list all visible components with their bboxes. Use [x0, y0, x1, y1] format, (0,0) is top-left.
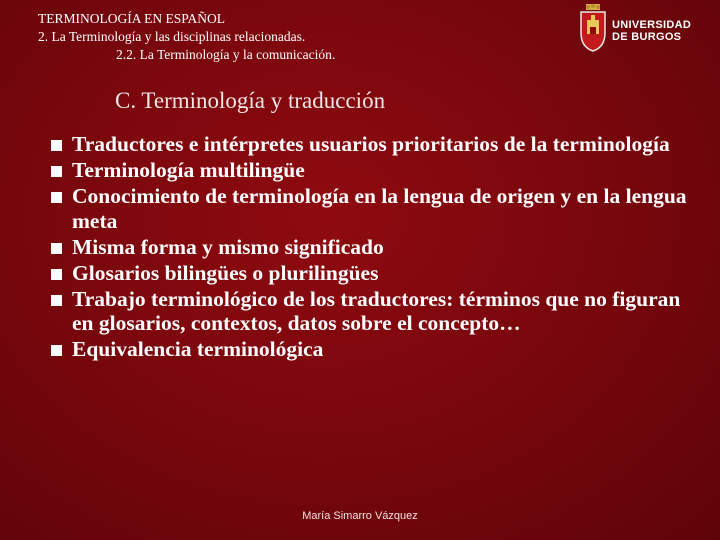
square-bullet-icon — [51, 166, 62, 177]
header-line-2: 2. La Terminología y las disciplinas relacionadas. — [38, 29, 306, 44]
bullet-item — [40, 287, 690, 336]
bullet-text: Misma forma y mismo significado — [72, 234, 384, 259]
bullet-item — [40, 132, 690, 157]
bullet-text: Trabajo terminológico de los traductores: términos que no figuran en glosarios, contextos, datos sobre el concepto… — [72, 286, 681, 335]
bullet-list — [40, 132, 690, 363]
square-bullet-icon — [51, 295, 62, 306]
footer-author: María Simarro Vázquez — [302, 510, 418, 522]
logo-text-line-1: UNIVERSIDAD — [612, 19, 692, 31]
slide-title: C. Terminología y traducción — [115, 88, 386, 113]
bullet-text: Glosarios bilingües o plurilingües — [72, 260, 379, 285]
header-block — [38, 10, 335, 64]
square-bullet-icon — [51, 140, 62, 151]
square-bullet-icon — [51, 269, 62, 280]
bullet-item — [40, 184, 690, 233]
bullet-item — [40, 235, 690, 260]
square-bullet-icon — [51, 192, 62, 203]
bullet-text: Equivalencia terminológica — [72, 337, 324, 361]
header-line-1: TERMINOLOGÍA EN ESPAÑOL — [38, 11, 226, 26]
bullet-text: Traductores e intérpretes usuarios prioritarios de la terminología — [72, 132, 670, 156]
university-logo — [578, 3, 698, 55]
header-line-3: 2.2. La Terminología y la comunicación. — [116, 47, 336, 62]
bullet-item — [40, 337, 690, 362]
square-bullet-icon — [51, 243, 62, 254]
university-crest-icon — [578, 3, 608, 53]
bullet-item — [40, 261, 690, 286]
square-bullet-icon — [51, 345, 62, 356]
bullet-item — [40, 158, 690, 183]
bullet-text: Terminología multilingüe — [72, 158, 305, 182]
logo-text-line-2: DE BURGOS — [612, 31, 682, 43]
bullet-text: Conocimiento de terminología en la lengua de origen y en la lengua meta — [72, 184, 687, 233]
